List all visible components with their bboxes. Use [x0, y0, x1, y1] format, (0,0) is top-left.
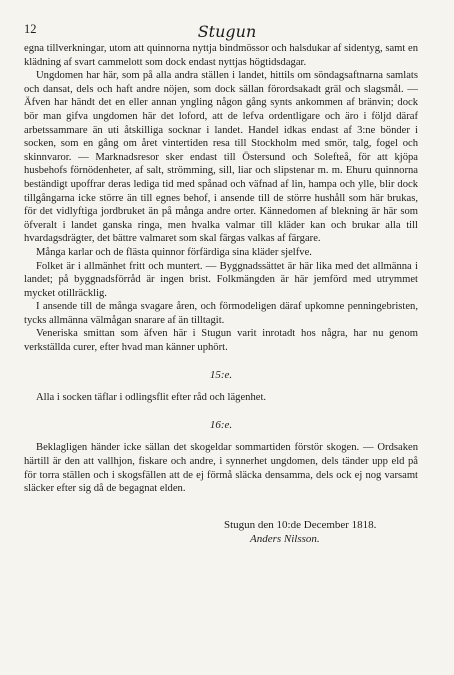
main-text [24, 42, 418, 496]
paragraph: I ansende till de många svagare åren, och förmodeligen däraf upkomne penningebristen, tycks allmänna välmågan snarare af än tilltagit. [24, 301, 418, 326]
section-heading: 15:e. [209, 368, 233, 381]
signature-name: Anders Nilsson. [250, 532, 320, 545]
paragraph: Ungdomen har här, som på alla andra ställen i landet, hittils om söndagsaftnarna samlats och dansat, dels och haft andre nöjen, som dock sällan förordsakadt gräl och slagsmål. — Äfven har händt det en eller annan yngling någon gång synts ankommen af bränvin; dock bör man gifva ungdomen här det loford, att de lefva ordentligare och äro i följd däraf arbetssammare än uti åtskilliga socknar i landet. Handel idkas endast af 3:ne bönder i socken, som en gång om året vintertiden resa till Stockholm med smör, talg, fogel och skinnvaror. — Marknadsresor sker endast till Östersund och Solefteå, för att kjöpa husbehofs förnödenheter, af salt, strömming, sill, liar och slipstenar m. m. Ehuru quinnorna beständigt upoffrar deras lediga tid med spånad och väfnad af lin, hampa och ylle, blir dock tillgångarna icke större än till egnes behof, i ansende till de större hushåll som här brukas, för det vidlyftiga jordbruket än på många andre orter. Kännedomen af blekning är här som öfveralt i landet ganska ringa, men hvalka valmar till kläder kan och brukar alla till hvardagsdrägter, det bättre valmaret som skal färgas valkas af färgare. [24, 70, 418, 245]
paragraph: Många karlar och de flästa quinnor förfärdiga sina kläder sjelfve. [36, 246, 312, 258]
section-text: Beklagligen händer icke sällan det skogeldar sommartiden förstör skogen. — Ordsaken härtill är den att vallhjon, fiskare och andre, i synnerhet ungdomen, dels tänder upp eld på för torra ställen och i skogsfällen att de ej förmå släcka densamma, dels ock ej nog varsamt släcker efter sig då de begagnat elden. [24, 442, 418, 495]
paragraph: egna tillverkningar, utom att quinnorna nyttja bindmössor och halsdukar af sidentyg, samt en klädning af svart cammelott som dock endast nyttjas högtidsdagar. [24, 43, 418, 68]
section-heading: 16:e. [209, 418, 233, 431]
paragraph: Folket är i allmänhet fritt och muntert. — Byggnadssättet är här lika med det allmänna i landet; på byggnadsförråd är ingen brist. Folkmängden är här jemförd med utrymmet mycket otillräcklig. [24, 260, 418, 299]
running-title: Stugun [197, 22, 257, 41]
signature-place-date: Stugun den 10:de December 1818. [224, 518, 377, 531]
paragraph: Veneriska smittan som äfven här i Stugun varit inrotadt hos några, har nu genom verkställda curer, efter hvad man känner uphört. [24, 328, 418, 354]
signature-block [24, 518, 418, 546]
section-text: Alla i socken täflar i odlingsflit efter råd och lägenhet. [36, 392, 267, 404]
page-number: 12 [24, 22, 37, 36]
